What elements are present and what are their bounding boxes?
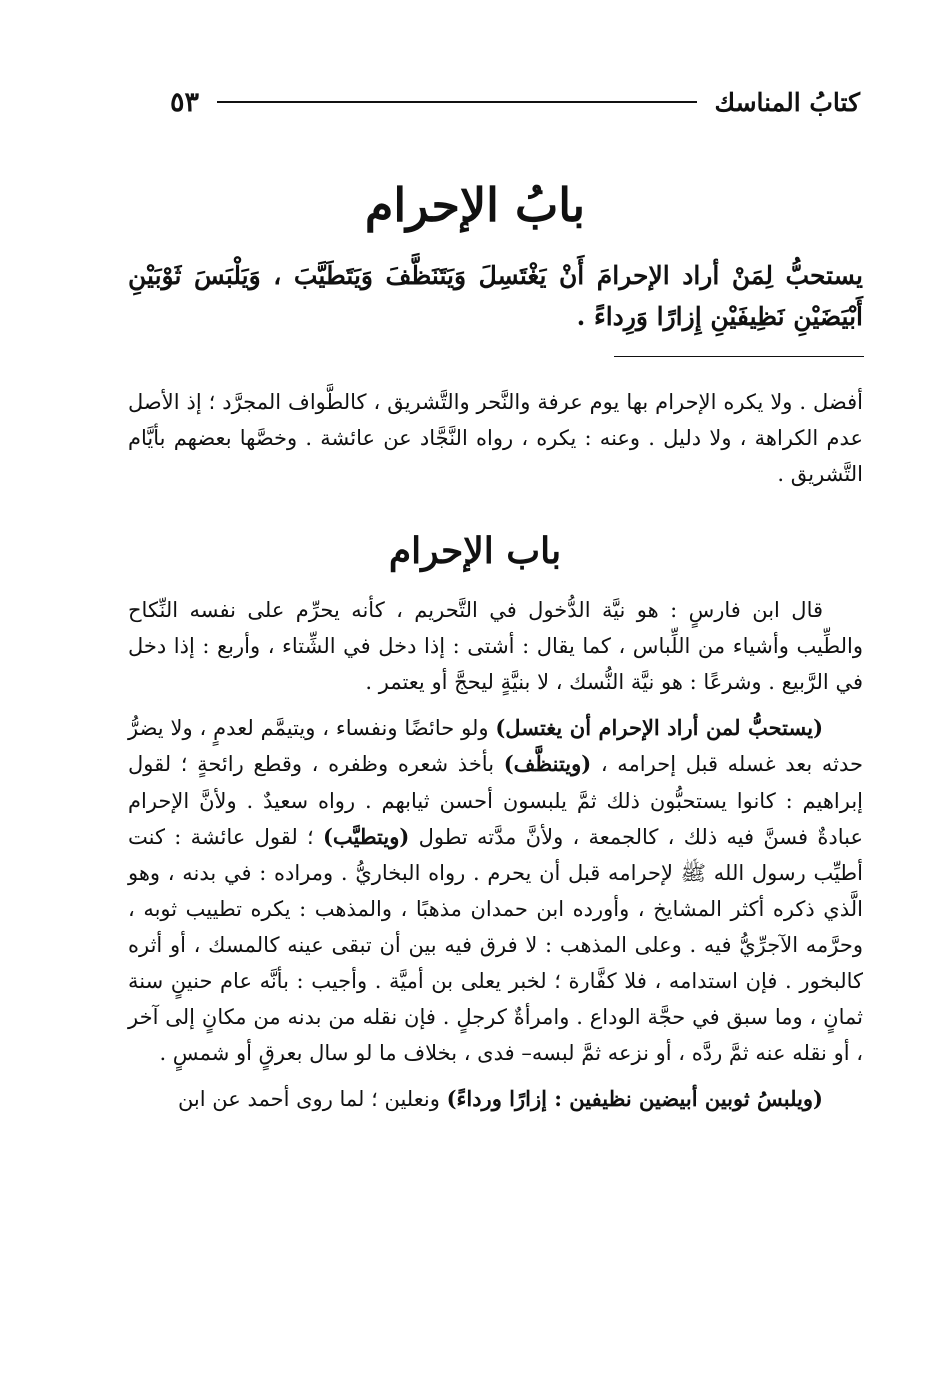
matn-separator-rule: [614, 356, 864, 357]
quoted-matn: (يستحبُّ لمن أراد الإحرام أن يغتسل): [495, 715, 824, 741]
commentary-paragraph-clothing: [128, 1081, 863, 1117]
commentary-paragraph-definition: قال ابن فارسٍ : هو نيَّة الدُّخول في التَّحريم ، كأنه يحرِّم على نفسه النِّكاح والطِّيب وأشياء من اللِّباس ، كما يقال : أشتى : إذا دخل في الشِّتاء ، وأربع : إذا دخل في الرَّبيع . وشرعًا : هو نيَّة النُّسك ، لا بنيَّةٍ ليحجَّ أو يعتمر .: [128, 598, 863, 695]
commentary-text: ؛ لقول عائشة : كنت أطيِّب رسول الله ﷺ لإحرامه قبل أن يحرم . رواه البخاريُّ . ومراده : في بدنه ، وهو الَّذي ذكره أكثر المشايخ ، وأورده ابن حمدان مذهبًا ، والمذهب : يكره تطييب ثوبه ، وحرَّمه الآجرِّيُّ فيه . وعلى المذهب : لا فرق فيه بين أن تبقى عينه كالمسك ، أو أثره كالبخور . فإن استدامه ، فلا كفَّارة ؛ لخبر يعلى بن أميَّة . وأجيب : بأنَّه عام حنينٍ سنة ثمانٍ ، وما سبق في حجَّة الوداع . وامرأةٌ كرجلٍ . فإن نقله من بدنه من مكانٍ إلى آخر ، أو نقله عنه ثمَّ ردَّه ، أو نزعه ثمَّ لبسه– فدى ، بخلاف ما لو سال بعرقٍ أو شمسٍ .: [128, 824, 863, 1066]
previous-commentary: [128, 384, 863, 492]
commentary-text: ولو حائضًا ونفساء ، ويتيمَّم لعدمٍ ، ولا يضرُّ حدثه بعد غسله قبل إحرامه ،: [128, 716, 863, 777]
quoted-matn: (ويلبسُ ثوبين أبيضين نظيفين : إزارًا ورداءً): [446, 1086, 823, 1112]
commentary-block: [128, 592, 863, 1128]
header-rule: [217, 101, 696, 103]
quoted-matn: (ويتطيَّب): [322, 823, 410, 849]
commentary-paragraph-ghusl: [128, 710, 863, 1071]
previous-commentary-paragraph: أفضل . ولا يكره الإحرام بها يوم عرفة والنَّحر والتَّشريق ، كالطَّواف المجرَّد ؛ إذ الأصل عدم الكراهة ، ولا دليل . وعنه : يكره ، رواه النَّجَّاد عن عائشة . وخصَّها بعضهم بأيَّام التَّشريق .: [128, 390, 863, 487]
running-title: كتابُ المناسك: [714, 87, 860, 117]
quoted-matn: (ويتنظَّف): [503, 751, 592, 777]
commentary-text: ونعلين ؛ لما روى أحمد عن ابن: [177, 1087, 447, 1112]
page-number: ٥٣: [170, 86, 200, 118]
running-header: [170, 82, 860, 122]
commentary-heading: باب الإحرام: [388, 530, 562, 572]
chapter-heading: بابُ الإحرام: [364, 178, 586, 232]
commentary-text: بأخذ شعره وظفره ، وقطع رائحةٍ ؛ لقول إبراهيم : كانوا يستحبُّون ذلك ثمَّ يلبسون أحسن ثيابهم . رواه سعيدٌ . ولأنَّ الإحرام عبادةٌ فسنَّ فيه ذلك ، كالجمعة ، ولأنَّ مدَّته تطول: [128, 752, 863, 849]
matn-text: يستحبُّ لِمَنْ أراد الإحرامَ أَنْ يَغْتَسِلَ وَيَتَنَظَّفَ وَيَتَطَيَّبَ ، وَيَلْبَسَ ثَوْبَيْنِ أَبْيَضَيْنِ نَظِيفَيْنِ إِزارًا وَرِداءً .: [128, 261, 863, 331]
